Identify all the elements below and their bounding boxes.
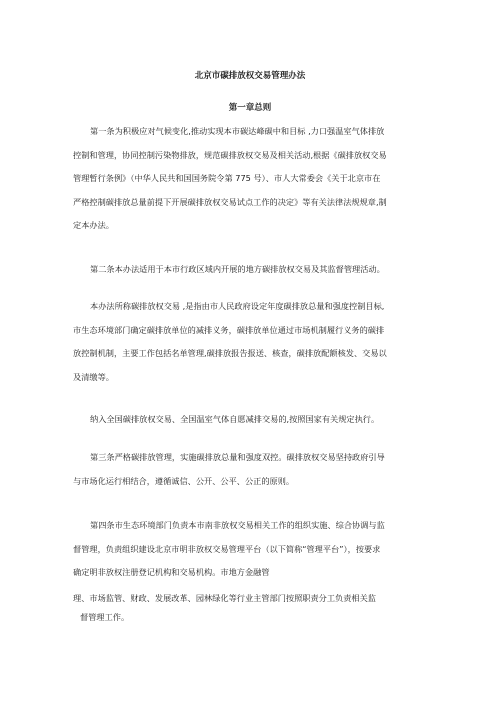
text-line: 市生态环境部门确定碳排放单位的减排义务，碳排放单位通过市场机制履行义务的碳排 xyxy=(73,325,385,335)
text-line: 管理暂行条例》（中华人民共和国国务院令第 775 号）、市人大常委会《关于北京市在 xyxy=(73,173,381,183)
text-line: 第一条为积极应对气候变化,推动实现本市碳达峰碳中和目标 ,力口强温室气体排放 xyxy=(90,126,385,136)
text-line: 督管理工作。 xyxy=(80,612,130,622)
text-line: 定本办法。 xyxy=(73,220,114,230)
text-line: 纳入全国碳排放权交易、全国温室气体自愿减排交易的,按照国家有关规定执行。 xyxy=(90,414,380,424)
text-line: 第二条本办法适用于本市行政区域内开展的地方碳排放权交易及其监督管理活动。 xyxy=(90,264,385,274)
text-line: 与市场化运行相结合，遵循诚信、公开、公平、公正的原则。 xyxy=(73,476,295,486)
text-line: 控制和管理，协同控制污染物排放，规范碳排放权交易及相关活动,根据《碳排放权交易 xyxy=(73,150,387,160)
text-line: 严格控制碳排放总量前提下开展碳排放权交易试点工作的决定》等有关法律法规规章,制 xyxy=(73,197,387,207)
text-line: 确定明非放权注册登记机构和交易机构。市地方金融管 xyxy=(73,567,270,577)
text-line: 督管理，负责组织建设北京市明非放权交易管理平台（以下简称“管理平台”），按要求 xyxy=(73,544,381,554)
text-line: 第三条严格碳排放管理，实施碳排放总量和强度双控。碳排放权交易坚持政府引导 xyxy=(90,452,385,462)
text-line: 及清缴等。 xyxy=(73,372,114,382)
chapter-heading: 第一章总则 xyxy=(228,103,272,113)
text-line: 第四条市生态环境部门负责本市南非放权交易相关工作的组织实施、综合协调与监 xyxy=(90,520,385,530)
text-line: 理、市场监管、财政、发展改革、园林绿化等行业主管部门按照职责分工负责相关监 xyxy=(73,593,376,603)
text-line: 放控制机制，主要工作包括名单管理,碳排放报告报送、核查，碳排放配额核发、交易以 xyxy=(73,348,387,358)
document-title: 北京市碳排放权交易管理办法 xyxy=(194,71,306,81)
text-line: 本办法所称碳排放权交易 ,是指由市人民政府设定年度碳排放总量和强度控制目标, xyxy=(90,301,385,311)
